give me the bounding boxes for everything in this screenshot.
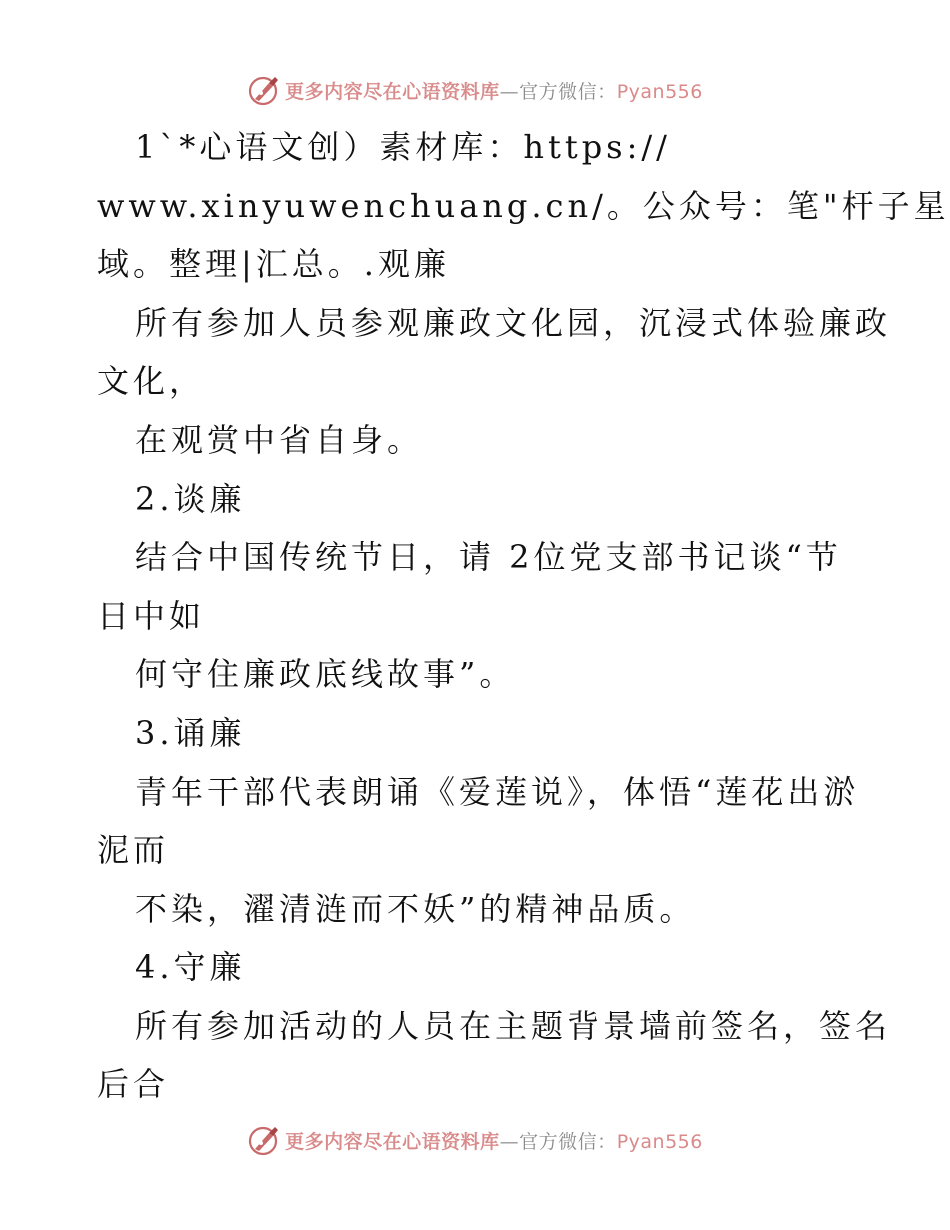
watermark-wechat-id: Pyan556 bbox=[616, 1130, 703, 1153]
section-heading: 2.谈廉 bbox=[135, 480, 246, 518]
text-line: 后合 bbox=[97, 1065, 170, 1103]
watermark-separator: — bbox=[499, 80, 520, 103]
watermark-separator: — bbox=[499, 1130, 520, 1153]
footer-watermark bbox=[0, 1120, 950, 1160]
section-heading: 4.守廉 bbox=[135, 948, 246, 986]
text-line: 文化， bbox=[97, 362, 206, 400]
text-line: 域。整理|汇总。.观廉 bbox=[97, 245, 450, 283]
header-watermark bbox=[0, 70, 950, 110]
text-line: 何守住廉政底线故事”。 bbox=[135, 655, 516, 693]
watermark-main: 更多内容尽在心语资料库 bbox=[285, 80, 500, 103]
watermark-main: 更多内容尽在心语资料库 bbox=[285, 1130, 500, 1153]
text-line: 青年干部代表朗诵《爱莲说》，体悟“莲花出淤 bbox=[135, 773, 860, 811]
text-line: www.xinyuwenchuang.cn/。公众号：笔"杆子星 bbox=[97, 187, 950, 225]
text-line: 所有参加人员参观廉政文化园，沉浸式体验廉政 bbox=[135, 304, 892, 342]
pen-logo-icon bbox=[247, 73, 281, 107]
text-line: 结合中国传统节日，请 2位党支部书记谈“节 bbox=[135, 538, 842, 576]
text-line: 1`*心语文创）素材库：https:// bbox=[135, 128, 671, 166]
watermark-text bbox=[285, 77, 703, 104]
text-line: 不染，濯清涟而不妖”的精神品质。 bbox=[135, 890, 696, 928]
text-line: 日中如 bbox=[97, 597, 206, 635]
watermark-subtitle: 官方微信： bbox=[519, 80, 617, 103]
pen-logo-icon bbox=[247, 1123, 281, 1157]
text-line: 在观赏中省自身。 bbox=[135, 421, 424, 459]
text-line: 所有参加活动的人员在主题背景墙前签名，签名 bbox=[135, 1007, 892, 1045]
text-line: 泥而 bbox=[97, 831, 170, 869]
watermark-subtitle: 官方微信： bbox=[519, 1130, 617, 1153]
watermark-wechat-id: Pyan556 bbox=[616, 80, 703, 103]
section-heading: 3.诵廉 bbox=[135, 714, 246, 752]
watermark-text bbox=[285, 1127, 703, 1154]
